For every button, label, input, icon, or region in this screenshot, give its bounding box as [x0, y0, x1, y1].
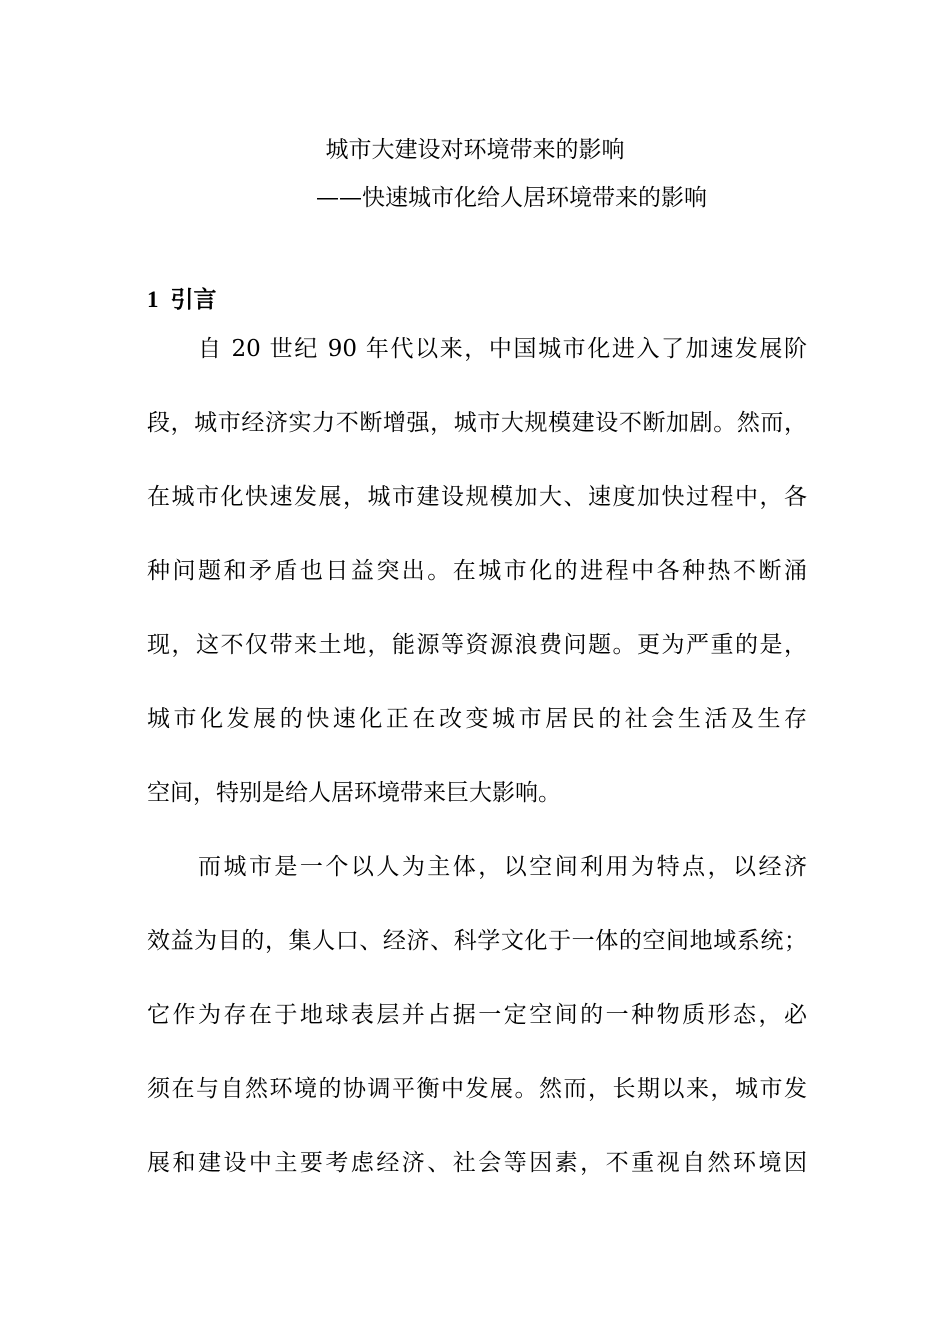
paragraph-line: 它作为存在于地球表层并占据一定空间的一种物质形态，必 [147, 1002, 807, 1028]
paragraph-line: 自 20 世纪 90 年代以来，中国城市化进入了加速发展阶 [198, 336, 807, 362]
paragraph-line: 段，城市经济实力不断增强，城市大规模建设不断加剧。然而， [147, 410, 807, 436]
paragraph-line: 现，这不仅带来土地，能源等资源浪费问题。更为严重的是， [147, 632, 807, 658]
paragraph-line: 须在与自然环境的协调平衡中发展。然而，长期以来，城市发 [147, 1076, 807, 1102]
paragraph-line: 而城市是一个以人为主体，以空间利用为特点，以经济 [198, 854, 807, 880]
paragraph-line: 在城市化快速发展，城市建设规模加大、速度加快过程中，各 [147, 484, 807, 510]
section-title: 引言 [170, 287, 217, 313]
section-number: 1 [147, 287, 159, 312]
paragraph-line: 效益为目的，集人口、经济、科学文化于一体的空间地域系统； [147, 928, 807, 954]
paragraph-line: 种问题和矛盾也日益突出。在城市化的进程中各种热不断涌 [147, 558, 807, 584]
paragraph-line: 城市化发展的快速化正在改变城市居民的社会生活及生存 [147, 706, 807, 732]
document-title: 城市大建设对环境带来的影响 [325, 137, 625, 163]
document-subtitle: ——快速城市化给人居环境带来的影响 [316, 185, 707, 211]
paragraph-line: 空间，特别是给人居环境带来巨大影响。 [147, 780, 561, 806]
paragraph-line: 展和建设中主要考虑经济、社会等因素，不重视自然环境因 [147, 1150, 807, 1176]
section-heading [147, 282, 217, 318]
